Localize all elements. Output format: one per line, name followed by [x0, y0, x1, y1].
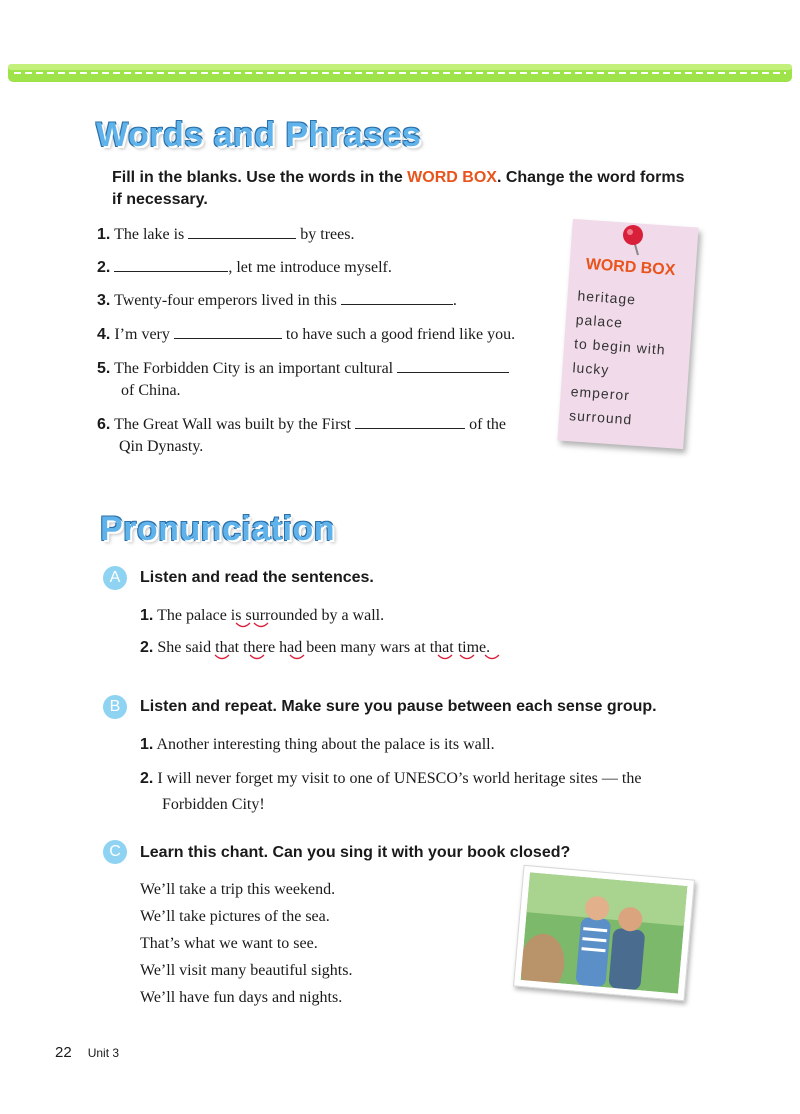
- item-number: 6.: [97, 416, 111, 433]
- instruction-c: Learn this chant. Can you sing it with your book closed?: [140, 844, 571, 861]
- badge-b: B: [103, 695, 127, 719]
- chant-line: We’ll visit many beautiful sights.: [140, 962, 353, 979]
- item-text: of China.: [121, 382, 181, 399]
- instruction-b: Listen and repeat. Make sure you pause between each sense group.: [140, 698, 657, 715]
- item-number: 4.: [97, 326, 111, 343]
- instruction-a: Listen and read the sentences.: [140, 569, 374, 586]
- item-text: by trees.: [296, 226, 355, 243]
- word-box-title: WORD BOX: [585, 255, 676, 280]
- word-box-word: lucky: [571, 359, 610, 378]
- answer-blank[interactable]: [397, 358, 509, 373]
- answer-blank[interactable]: [114, 257, 228, 272]
- item-number: 2.: [140, 770, 154, 787]
- sentence-item: [140, 734, 495, 756]
- exercise-item: [97, 324, 515, 346]
- item-text: She said that there had been many wars at that time.: [157, 639, 491, 656]
- chant-line: We’ll take a trip this weekend.: [140, 881, 336, 898]
- item-number: 2.: [140, 639, 154, 656]
- top-banner: [8, 62, 792, 84]
- item-number: 1.: [97, 226, 111, 243]
- badge-a: A: [103, 566, 127, 590]
- chant-line: We’ll take pictures of the sea.: [140, 908, 330, 925]
- item-text: Another interesting thing about the palace is its wall.: [156, 736, 495, 753]
- section-title-pronunciation: Pronunciation: [100, 510, 336, 548]
- item-text: , let me introduce myself.: [228, 259, 392, 276]
- item-text: of the: [465, 416, 506, 433]
- answer-blank[interactable]: [341, 290, 453, 305]
- sentence-item: [140, 766, 720, 818]
- page-number: 22: [55, 1044, 72, 1061]
- item-text: The palace is surrounded by a wall.: [157, 607, 385, 624]
- word-box-word: palace: [575, 311, 624, 331]
- item-text: Qin Dynasty.: [119, 438, 204, 455]
- photo-image: [521, 872, 688, 993]
- item-text: Twenty-four emperors lived in this: [114, 292, 341, 309]
- answer-blank[interactable]: [174, 324, 282, 339]
- item-text: .: [452, 292, 457, 309]
- instruction-text: . Change the word forms: [496, 169, 685, 186]
- item-number: 5.: [97, 360, 111, 377]
- linking-mark: [234, 622, 274, 630]
- item-text: I’m very: [114, 326, 174, 343]
- unit-label: Unit 3: [87, 1046, 120, 1060]
- photo-two-boys: [513, 865, 695, 1002]
- word-box-reference: WORD BOX: [407, 169, 497, 186]
- item-text: The Great Wall was built by the First: [114, 416, 356, 433]
- exercise-item: [97, 414, 506, 458]
- item-number: 1.: [140, 607, 154, 624]
- answer-blank[interactable]: [355, 414, 465, 429]
- item-number: 1.: [140, 736, 154, 753]
- exercise-item: [97, 257, 392, 279]
- chant-line: That’s what we want to see.: [140, 935, 318, 952]
- item-number: 3.: [97, 292, 111, 309]
- item-text: to have such a good friend like you.: [281, 326, 516, 343]
- item-text: I will never forget my visit to one of UNESCO’s world heritage sites — the: [157, 770, 642, 787]
- chant-lines: [140, 876, 352, 1011]
- word-box-word: to begin with: [573, 335, 667, 358]
- instruction-text: Fill in the blanks. Use the words in the: [112, 169, 408, 186]
- exercise-item: [97, 224, 354, 246]
- item-text: Forbidden City!: [162, 796, 265, 813]
- item-text: The lake is: [114, 226, 189, 243]
- linking-mark: [210, 654, 510, 662]
- instruction-text: if necessary.: [112, 191, 208, 208]
- page-footer: [55, 1044, 119, 1062]
- word-box-word: emperor: [570, 383, 631, 404]
- word-box-word: heritage: [577, 287, 637, 308]
- pushpin-icon: [620, 223, 650, 257]
- chant-line: We’ll have fun days and nights.: [140, 989, 343, 1006]
- words-instruction: [112, 167, 732, 211]
- exercise-item: [97, 290, 457, 312]
- exercise-item: [97, 358, 509, 402]
- answer-blank[interactable]: [188, 224, 296, 239]
- item-text: The Forbidden City is an important cultural: [114, 360, 398, 377]
- badge-c: C: [103, 840, 127, 864]
- word-box-word: surround: [568, 407, 633, 428]
- section-title-words: Words and Phrases: [96, 116, 422, 154]
- item-number: 2.: [97, 259, 111, 276]
